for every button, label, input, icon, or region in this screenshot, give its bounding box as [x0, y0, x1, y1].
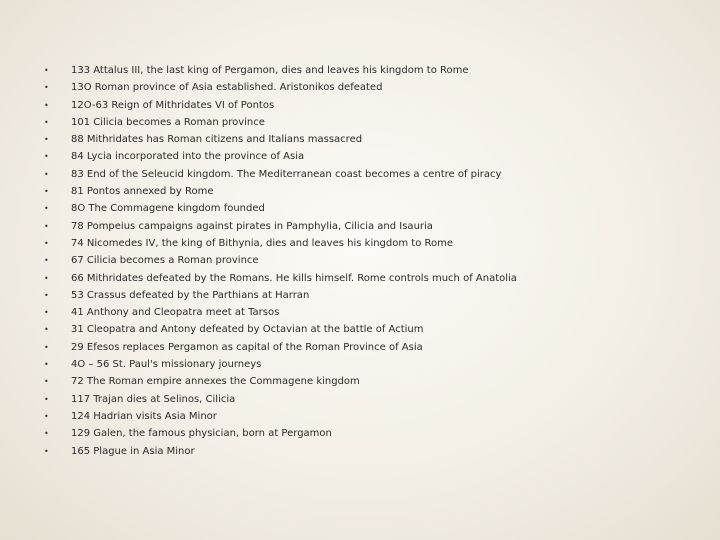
list-item	[44, 235, 694, 252]
list-item	[44, 373, 694, 390]
list-item-text: 117 Trajan dies at Selinos, Cilicia	[71, 393, 236, 405]
bullet-icon: •	[44, 342, 49, 352]
bullet-icon: •	[44, 83, 49, 93]
bullet-icon: •	[44, 446, 49, 456]
list-item	[44, 218, 694, 235]
list-item-text: 78 Pompeius campaigns against pirates in Pamphylia, Cilicia and Isauria	[71, 220, 433, 232]
list-item-text: 81 Pontos annexed by Rome	[71, 186, 214, 198]
list-item	[44, 408, 694, 425]
bullet-icon: •	[44, 169, 49, 179]
list-item-text: 41 Anthony and Cleopatra meet at Tarsos	[71, 307, 280, 319]
timeline-list	[44, 62, 694, 460]
list-item	[44, 252, 694, 269]
list-item-text: 129 Galen, the famous physician, born at Pergamon	[71, 428, 332, 440]
list-item	[44, 97, 694, 114]
list-item-text: 13O Roman province of Asia established. Aristonikos defeated	[71, 82, 383, 94]
bullet-icon: •	[44, 377, 49, 387]
bullet-icon: •	[44, 308, 49, 318]
list-item-text: 84 Lycia incorporated into the province of Asia	[71, 151, 305, 163]
list-item-text: 101 Cilicia becomes a Roman province	[71, 116, 265, 128]
list-item-text: 74 Nicomedes IV, the king of Bithynia, dies and leaves his kingdom to Rome	[71, 237, 454, 249]
list-item-text: 8O The Commagene kingdom founded	[71, 203, 265, 215]
list-item	[44, 339, 694, 356]
bullet-icon: •	[44, 411, 49, 421]
list-item-text: 4O – 56 St. Paul's missionary journeys	[71, 359, 262, 371]
list-item	[44, 321, 694, 338]
list-item-text: 88 Mithridates has Roman citizens and Italians massacred	[71, 134, 363, 146]
list-item	[44, 200, 694, 217]
list-item	[44, 79, 694, 96]
bullet-icon: •	[44, 100, 49, 110]
bullet-icon: •	[44, 290, 49, 300]
bullet-icon: •	[44, 66, 49, 75]
list-item	[44, 356, 694, 373]
list-item	[44, 183, 694, 200]
list-item	[44, 443, 694, 460]
bullet-icon: •	[44, 360, 49, 370]
list-item	[44, 287, 694, 304]
list-item-text: 124 Hadrian visits Asia Minor	[71, 410, 217, 422]
list-item-text: 29 Efesos replaces Pergamon as capital of the Roman Province of Asia	[71, 341, 423, 353]
bullet-icon: •	[44, 273, 49, 283]
list-item	[44, 270, 694, 287]
bullet-icon: •	[44, 187, 49, 197]
bullet-icon: •	[44, 256, 49, 266]
list-item-text: 67 Cilicia becomes a Roman province	[71, 255, 259, 267]
list-item-text: 53 Crassus defeated by the Parthians at Harran	[71, 289, 310, 301]
bullet-icon: •	[44, 204, 49, 214]
bullet-icon: •	[44, 135, 49, 145]
list-item	[44, 62, 694, 79]
bullet-icon: •	[44, 394, 49, 404]
list-item-text: 66 Mithridates defeated by the Romans. He kills himself. Rome controls much of Anatolia	[71, 272, 517, 284]
bullet-icon: •	[44, 221, 49, 231]
bullet-icon: •	[44, 325, 49, 335]
list-item	[44, 166, 694, 183]
list-item-text: 72 The Roman empire annexes the Commagene kingdom	[71, 376, 360, 388]
bullet-icon: •	[44, 152, 49, 162]
list-item	[44, 391, 694, 408]
bullet-icon: •	[44, 238, 49, 248]
list-item	[44, 148, 694, 165]
list-item	[44, 131, 694, 148]
list-item-text: 83 End of the Seleucid kingdom. The Mediterranean coast becomes a centre of piracy	[71, 168, 502, 180]
bullet-icon: •	[44, 429, 49, 439]
list-item	[44, 425, 694, 442]
list-item	[44, 304, 694, 321]
list-item-text: 12O-63 Reign of Mithridates VI of Pontos	[71, 99, 275, 111]
list-item-text: 165 Plague in Asia Minor	[71, 445, 195, 457]
list-item-text: 133 Attalus III, the last king of Pergamon, dies and leaves his kingdom to Rome	[71, 65, 469, 76]
list-item	[44, 114, 694, 131]
bullet-icon: •	[44, 117, 49, 127]
list-item-text: 31 Cleopatra and Antony defeated by Octavian at the battle of Actium	[71, 324, 424, 336]
